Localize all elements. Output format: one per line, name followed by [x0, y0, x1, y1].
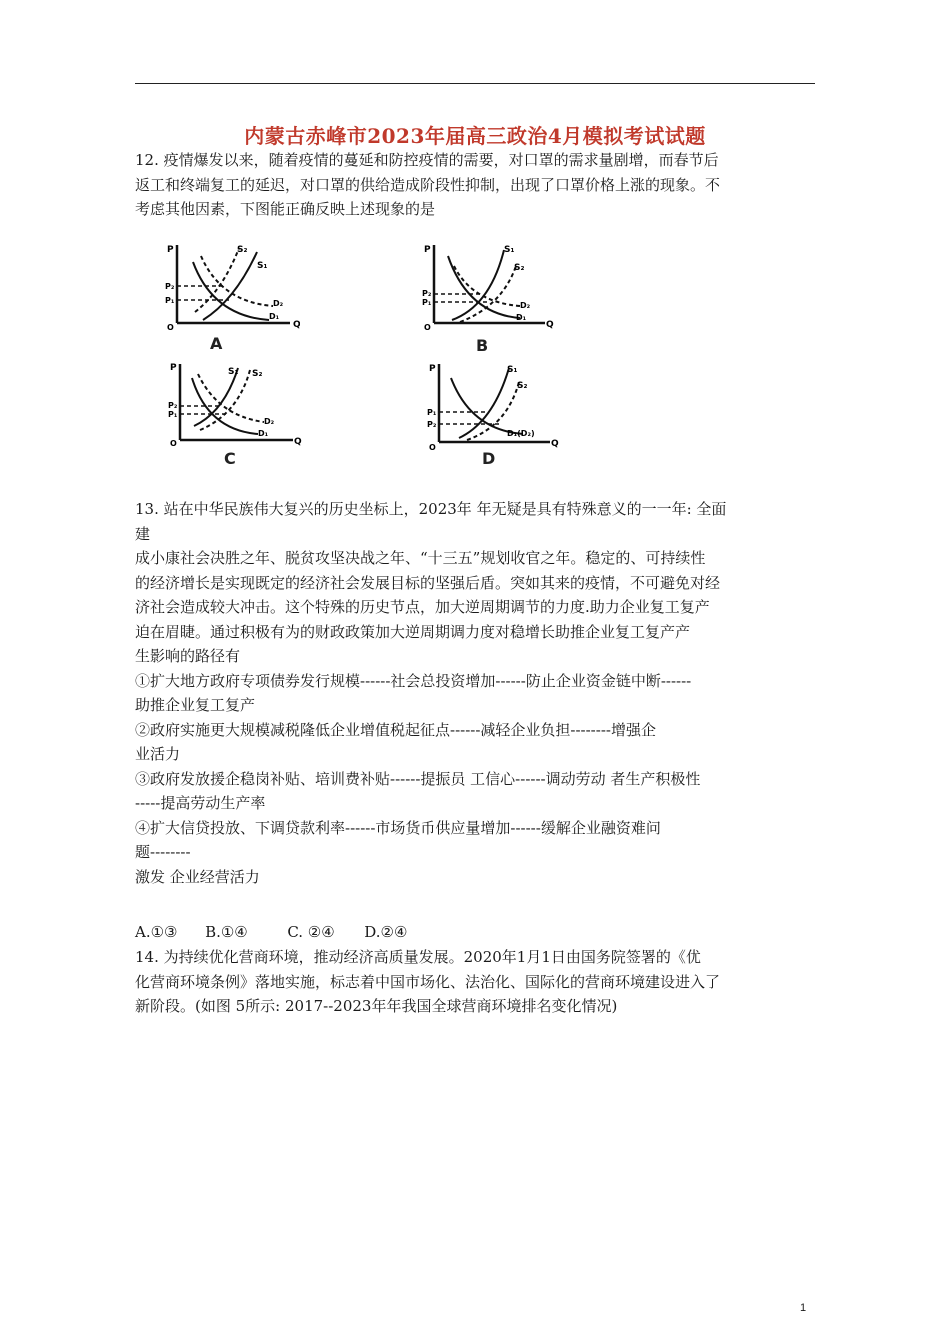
supply-label-top: S₁	[228, 367, 239, 377]
option-b: B.①④	[205, 923, 248, 941]
text-line: ④扩大信贷投放、下调贷款利率------市场货币供应量增加------缓解企业融资难问	[135, 818, 661, 837]
text-line: 的经济增长是实现既定的经济社会发展目标的坚强后盾。突如其来的疫情，不可避免对经	[135, 573, 721, 592]
demand-curve-d1	[448, 256, 520, 318]
text-line: 业活力	[135, 745, 181, 763]
question-13-text	[135, 497, 820, 889]
text-line: 生影响的路径有	[135, 647, 241, 665]
demand-label-upper: D₂	[520, 301, 531, 310]
price-label-p1: P₁	[168, 410, 178, 419]
price-label-upper: P₁	[427, 408, 437, 417]
text-line: -----提高劳动生产率	[135, 794, 266, 812]
axis-label-p: P	[167, 245, 174, 255]
text-line: 题--------	[135, 843, 191, 861]
text-line: 新阶段。(如图 5所示: 2017--2023年年我国全球营商环境排名变化情况)	[135, 997, 618, 1015]
price-label-p2: P₂	[168, 401, 178, 410]
supply-curve-s1	[452, 250, 504, 320]
graph-b	[420, 240, 555, 335]
text-line: ①扩大地方政府专项债券发行规模------社会总投资增加------防止企业资金链中断------	[135, 671, 692, 690]
axis-label-q: Q	[294, 437, 302, 447]
page-number: 1	[800, 1302, 807, 1314]
origin-label: O	[424, 323, 431, 332]
header-rule	[135, 83, 815, 84]
price-label-p2: P₂	[422, 289, 432, 298]
demand-curve-d1	[451, 378, 523, 434]
demand-label-lower: D₁	[258, 429, 269, 438]
demand-label-upper: D₂	[273, 299, 284, 308]
text-line: 激发 企业经营活力	[135, 867, 260, 886]
supply-label-right: S₁	[257, 261, 268, 271]
supply-demand-graph-c	[168, 360, 303, 452]
text-line: ③政府发放援企稳岗补贴、培训费补贴------提振员 工信心------调动劳动 者生产积极性	[135, 769, 701, 788]
origin-label: O	[167, 323, 174, 332]
question-13-options	[135, 920, 820, 945]
supply-label-right: S₂	[517, 381, 528, 391]
graph-label-a: A	[210, 334, 223, 353]
supply-label-top: S₁	[504, 245, 515, 255]
origin-label: O	[429, 443, 436, 452]
demand-label-lower: D₁	[516, 313, 527, 322]
supply-curve-s2	[200, 370, 250, 430]
question-12-text	[135, 148, 820, 222]
text-line: 建	[135, 524, 151, 543]
option-d: D.②④	[364, 923, 408, 941]
supply-demand-graph-a	[165, 240, 300, 335]
text-line: 济社会造成较大冲击。这个特殊的历史节点，加大逆周期调节的力度.助力企业复工复产	[135, 598, 710, 616]
price-label-lower: P₂	[427, 420, 437, 429]
demand-label-upper: D₂	[264, 417, 275, 426]
demand-label: D₁(D₂)	[507, 429, 535, 438]
price-label-p1: P₁	[422, 298, 432, 307]
supply-demand-graph-b	[420, 240, 555, 335]
supply-label-right: S₂	[252, 369, 263, 379]
question-14-text	[135, 945, 820, 1019]
option-c: C. ②④	[287, 923, 335, 941]
graph-label-d: D	[482, 449, 496, 468]
axis-label-p: P	[170, 363, 177, 373]
origin-label: O	[170, 439, 177, 448]
price-label-p1: P₁	[165, 296, 175, 305]
supply-demand-graph-d	[425, 358, 560, 452]
supply-curve-s1	[459, 368, 509, 438]
axis-label-p: P	[429, 364, 436, 374]
text-line: 化营商环境条例》落地实施，标志着中国市场化、法治化、国际化的营商环境建设进入了	[135, 972, 721, 991]
graph-label-c: C	[224, 449, 236, 468]
graph-d	[425, 358, 560, 452]
graph-label-b: B	[476, 336, 489, 355]
text-line: 成小康社会决胜之年、脱贫攻坚决战之年、“十三五”规划收官之年。稳定的、可持续性	[135, 549, 706, 567]
text-line: 12. 疫情爆发以来，随着疫情的蔓延和防控疫情的需要，对口罩的需求量剧增，而春节后	[135, 151, 719, 169]
axis-label-q: Q	[551, 439, 559, 449]
option-a: A.①③	[135, 923, 178, 941]
axis-label-p: P	[424, 245, 431, 255]
text-line: 考虑其他因素，下图能正确反映上述现象的是	[135, 200, 436, 218]
text-line: 迫在眉睫。通过积极有为的财政政策加大逆周期调力度对稳增长助推企业复工复产产	[135, 622, 691, 641]
document-title: 内蒙古赤峰市2023年届高三政治4月模拟考试试题	[244, 124, 706, 148]
text-line: 14. 为持续优化营商环境，推动经济高质量发展。2020年1月1日由国务院签署的《优	[135, 948, 701, 966]
text-line: 13. 站在中华民族伟大复兴的历史坐标上，2023年 年无疑是具有特殊意义的一一年: 全面	[135, 500, 727, 518]
graph-a	[165, 240, 300, 335]
axis-label-q: Q	[293, 320, 300, 330]
supply-label-top: S₂	[237, 245, 248, 255]
text-line: 助推企业复工复产	[135, 696, 256, 714]
axis-label-q: Q	[546, 320, 554, 330]
demand-label-lower: D₁	[269, 312, 280, 321]
price-label-p2: P₂	[165, 282, 175, 291]
supply-label-top: S₁	[507, 365, 518, 375]
graph-c	[168, 360, 303, 452]
supply-label-right: S₂	[514, 263, 525, 273]
demand-curve-d2	[198, 374, 264, 422]
text-line: 返工和终端复工的延迟，对口罩的供给造成阶段性抑制，出现了口罩价格上涨的现象。不	[135, 175, 721, 194]
text-line: ②政府实施更大规模减税隆低企业增值税起征点------减轻企业负担--------增强企	[135, 720, 656, 739]
